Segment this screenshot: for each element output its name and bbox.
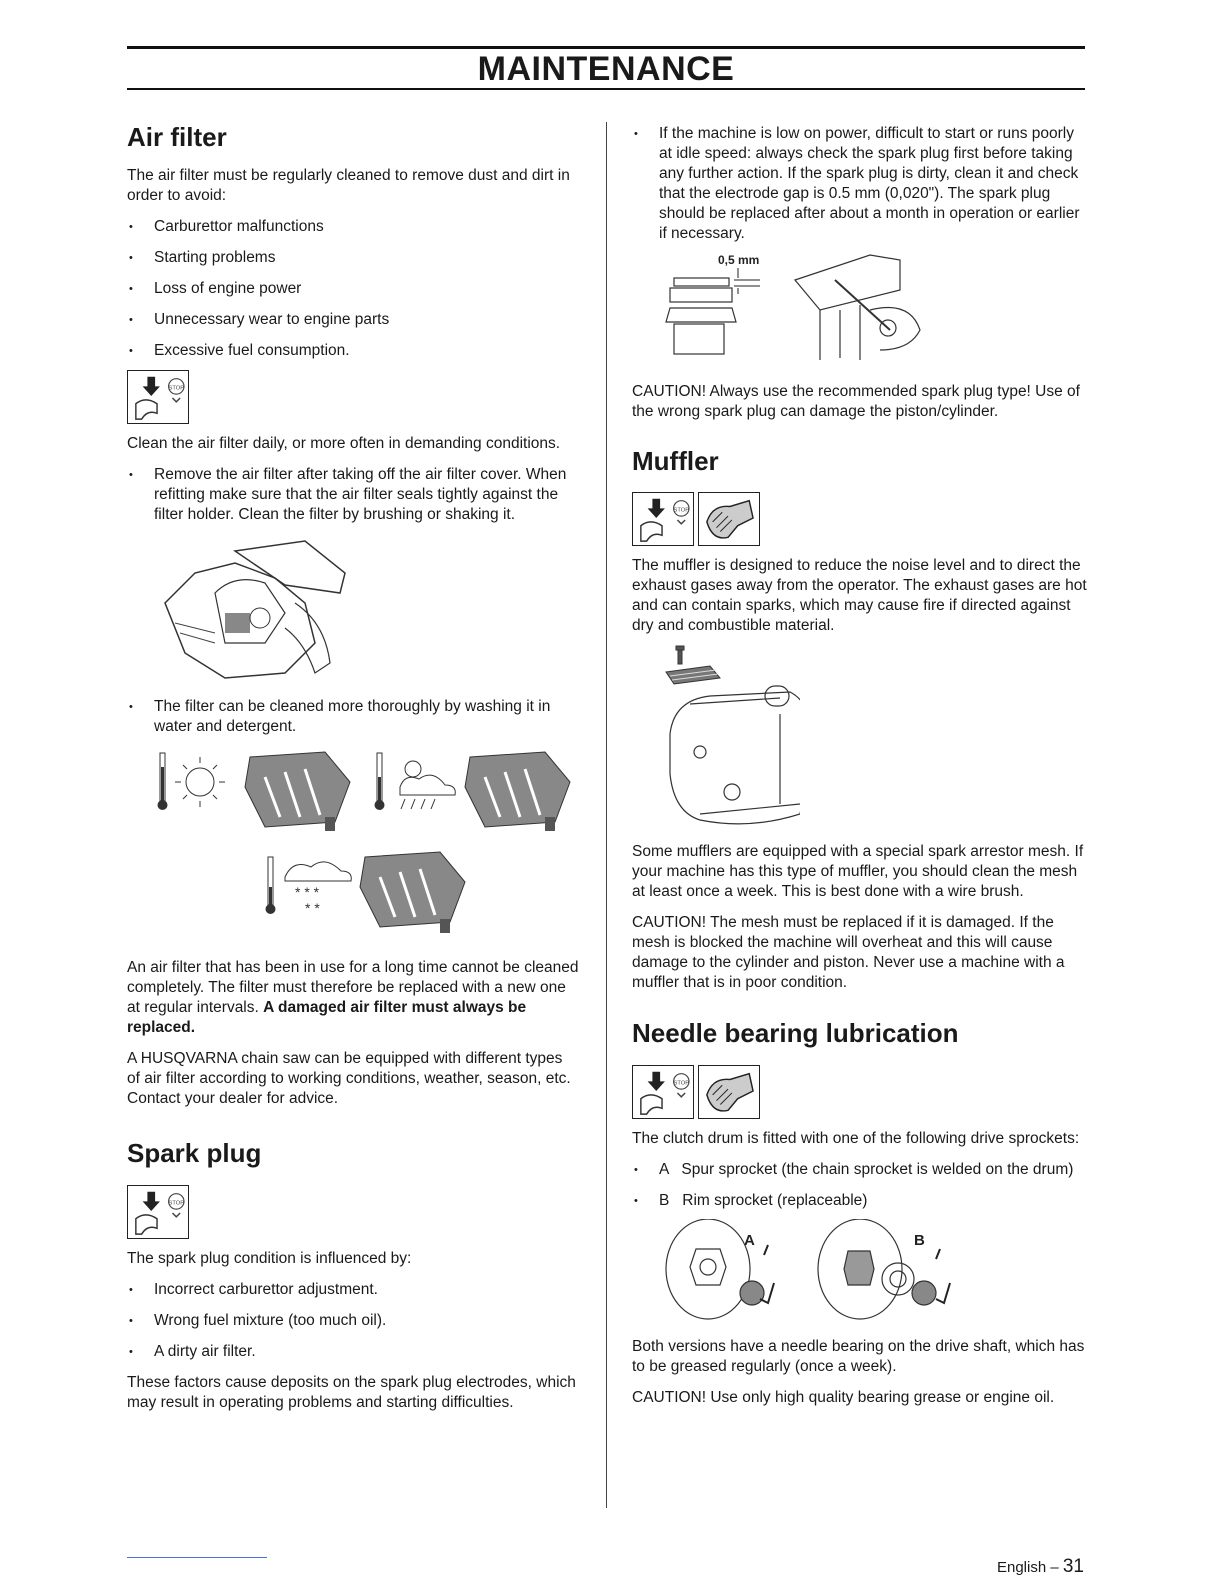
svg-text:STOP: STOP bbox=[673, 507, 690, 514]
footer-rule bbox=[127, 1557, 267, 1558]
filter-weather-illustration bbox=[155, 747, 579, 947]
air-filter-remove-list bbox=[127, 465, 579, 525]
right-column bbox=[632, 124, 1087, 1408]
list-item: • Carburettor malfunctions bbox=[127, 217, 579, 237]
muffler-caution: CAUTION! The mesh must be replaced if it is damaged. If the mesh is blocked the machine will overheat and this will cause damage to the cylinder and piston. Never use a machine with a muffler that is in poor condition. bbox=[632, 914, 1065, 991]
mesh-icon bbox=[666, 666, 720, 684]
page-title: MAINTENANCE bbox=[477, 50, 735, 88]
spark-plug-check-list bbox=[632, 124, 1087, 244]
cylinder-icon bbox=[795, 255, 920, 360]
needle-list bbox=[632, 1160, 1087, 1211]
thermometer-icon bbox=[158, 753, 168, 810]
list-item: • If the machine is low on power, difficult to start or runs poorly at idle speed: always check the spark plug first before taking any further action. If the spark plug is dirty, clean it and check that the electrode gap is 0.5 mm (0,020"). The spark plug should be replaced after about a month in operation or earlier if necessary. bbox=[632, 124, 1087, 244]
stop-engine-icon bbox=[632, 492, 694, 546]
filter-icon bbox=[465, 752, 570, 831]
gloves-icon bbox=[698, 492, 760, 546]
spark-plug-heading: Spark plug bbox=[127, 1138, 262, 1168]
gloves-icon bbox=[698, 1065, 760, 1119]
list-item: • The filter can be cleaned more thoroughly by washing it in water and detergent. bbox=[127, 697, 579, 737]
snow-cloud-icon bbox=[285, 862, 351, 916]
svg-text:STOP: STOP bbox=[168, 385, 185, 392]
svg-text:STOP: STOP bbox=[673, 1080, 690, 1087]
air-filter-daily: Clean the air filter daily, or more often in demanding conditions. bbox=[127, 435, 561, 452]
muffler-heading: Muffler bbox=[632, 446, 719, 476]
svg-text:B: B bbox=[914, 1232, 925, 1249]
list-item: • Excessive fuel consumption. bbox=[127, 341, 579, 361]
muffler-intro: The muffler is designed to reduce the noise level and to direct the exhaust gases away from the operator. The exhaust gases are hot and can contain sparks, which may cause fire if directed against dry and combustible material. bbox=[632, 557, 1087, 634]
needle-icons bbox=[632, 1065, 1087, 1123]
thermometer-icon bbox=[266, 857, 276, 914]
chainsaw-filter-illustration bbox=[155, 533, 579, 683]
sprocket-illustration bbox=[660, 1219, 1087, 1327]
filter-icon bbox=[245, 752, 350, 831]
footer-separator: – bbox=[1046, 1559, 1063, 1576]
list-item: • Loss of engine power bbox=[127, 279, 579, 299]
cloud-sun-icon bbox=[400, 761, 455, 809]
stop-engine-icon bbox=[127, 370, 189, 424]
list-item: • Remove the air filter after taking off the air filter cover. When refitting make sure that the air filter seals tightly against the filter holder. Clean the filter by brushing or shaking it. bbox=[127, 465, 579, 525]
list-item: • Incorrect carburettor adjustment. bbox=[127, 1280, 579, 1300]
spark-plug-deposits: These factors cause deposits on the spark plug electrodes, which may result in operating problems and starting difficulties. bbox=[127, 1374, 576, 1411]
air-filter-wash-list bbox=[127, 697, 579, 737]
list-item: • Wrong fuel mixture (too much oil). bbox=[127, 1311, 579, 1331]
spark-plug-icon bbox=[666, 278, 736, 354]
svg-text:* *: * * bbox=[305, 900, 320, 916]
muffler-arrestor: Some mufflers are equipped with a special spark arrestor mesh. If your machine has this type of muffler, you should clean the mesh at least once a week. This is best done with a wire brush. bbox=[632, 843, 1084, 900]
page-footer bbox=[997, 1556, 1084, 1578]
stop-engine-icon bbox=[127, 1185, 189, 1239]
filter-icon bbox=[360, 852, 465, 933]
spark-plug-illustration bbox=[660, 250, 1087, 368]
stop-engine-icon bbox=[632, 1065, 694, 1119]
spark-plug-list bbox=[127, 1280, 579, 1362]
air-filter-list bbox=[127, 217, 579, 361]
list-item: • Unnecessary wear to engine parts bbox=[127, 310, 579, 330]
spark-plug-intro: The spark plug condition is influenced by: bbox=[127, 1250, 412, 1267]
needle-caution: CAUTION! Use only high quality bearing grease or engine oil. bbox=[632, 1389, 1055, 1406]
air-filter-replace-bold: A damaged air filter must always be replaced. bbox=[127, 999, 527, 1036]
svg-text:A: A bbox=[744, 1232, 755, 1249]
air-filter-husqvarna: A HUSQVARNA chain saw can be equipped with different types of air filter according to working conditions, weather, season, etc. Contact your dealer for advice. bbox=[127, 1050, 571, 1107]
list-item: • A Spur sprocket (the chain sprocket is welded on the drum) bbox=[632, 1160, 1087, 1180]
sun-icon bbox=[175, 757, 225, 807]
air-filter-heading: Air filter bbox=[127, 122, 227, 152]
muffler-icons bbox=[632, 492, 1087, 550]
svg-text:STOP: STOP bbox=[168, 1200, 185, 1207]
svg-text:* * *: * * * bbox=[295, 884, 320, 900]
spark-plug-caution: CAUTION! Always use the recommended spark plug type! Use of the wrong spark plug can damage the piston/cylinder. bbox=[632, 383, 1080, 420]
list-item: • B Rim sprocket (replaceable) bbox=[632, 1191, 1087, 1211]
muffler-body bbox=[670, 686, 800, 824]
needle-heading: Needle bearing lubrication bbox=[632, 1018, 959, 1048]
list-item: • A dirty air filter. bbox=[127, 1342, 579, 1362]
needle-both: Both versions have a needle bearing on the drive shaft, which has to be greased regularly (once a week). bbox=[632, 1338, 1085, 1375]
air-filter-replace bbox=[127, 958, 579, 1038]
page-number: 31 bbox=[1062, 1556, 1084, 1577]
thermometer-icon bbox=[375, 753, 385, 810]
list-item: • Starting problems bbox=[127, 248, 579, 268]
air-filter-intro: The air filter must be regularly cleaned to remove dust and dirt in order to avoid: bbox=[127, 167, 570, 204]
svg-text:0,5 mm: 0,5 mm bbox=[718, 253, 760, 267]
left-column bbox=[127, 118, 579, 1413]
air-filter-replace-text: An air filter that has been in use for a long time cannot be cleaned completely. The filter must therefore be replaced with a new one at regular intervals. bbox=[127, 959, 579, 1016]
page-header bbox=[127, 46, 1085, 90]
muffler-illustration bbox=[660, 644, 1087, 834]
column-divider bbox=[606, 122, 607, 1508]
screw-icon bbox=[676, 646, 684, 664]
footer-language: English bbox=[996, 1559, 1047, 1576]
needle-intro: The clutch drum is fitted with one of the following drive sprockets: bbox=[632, 1130, 1080, 1147]
